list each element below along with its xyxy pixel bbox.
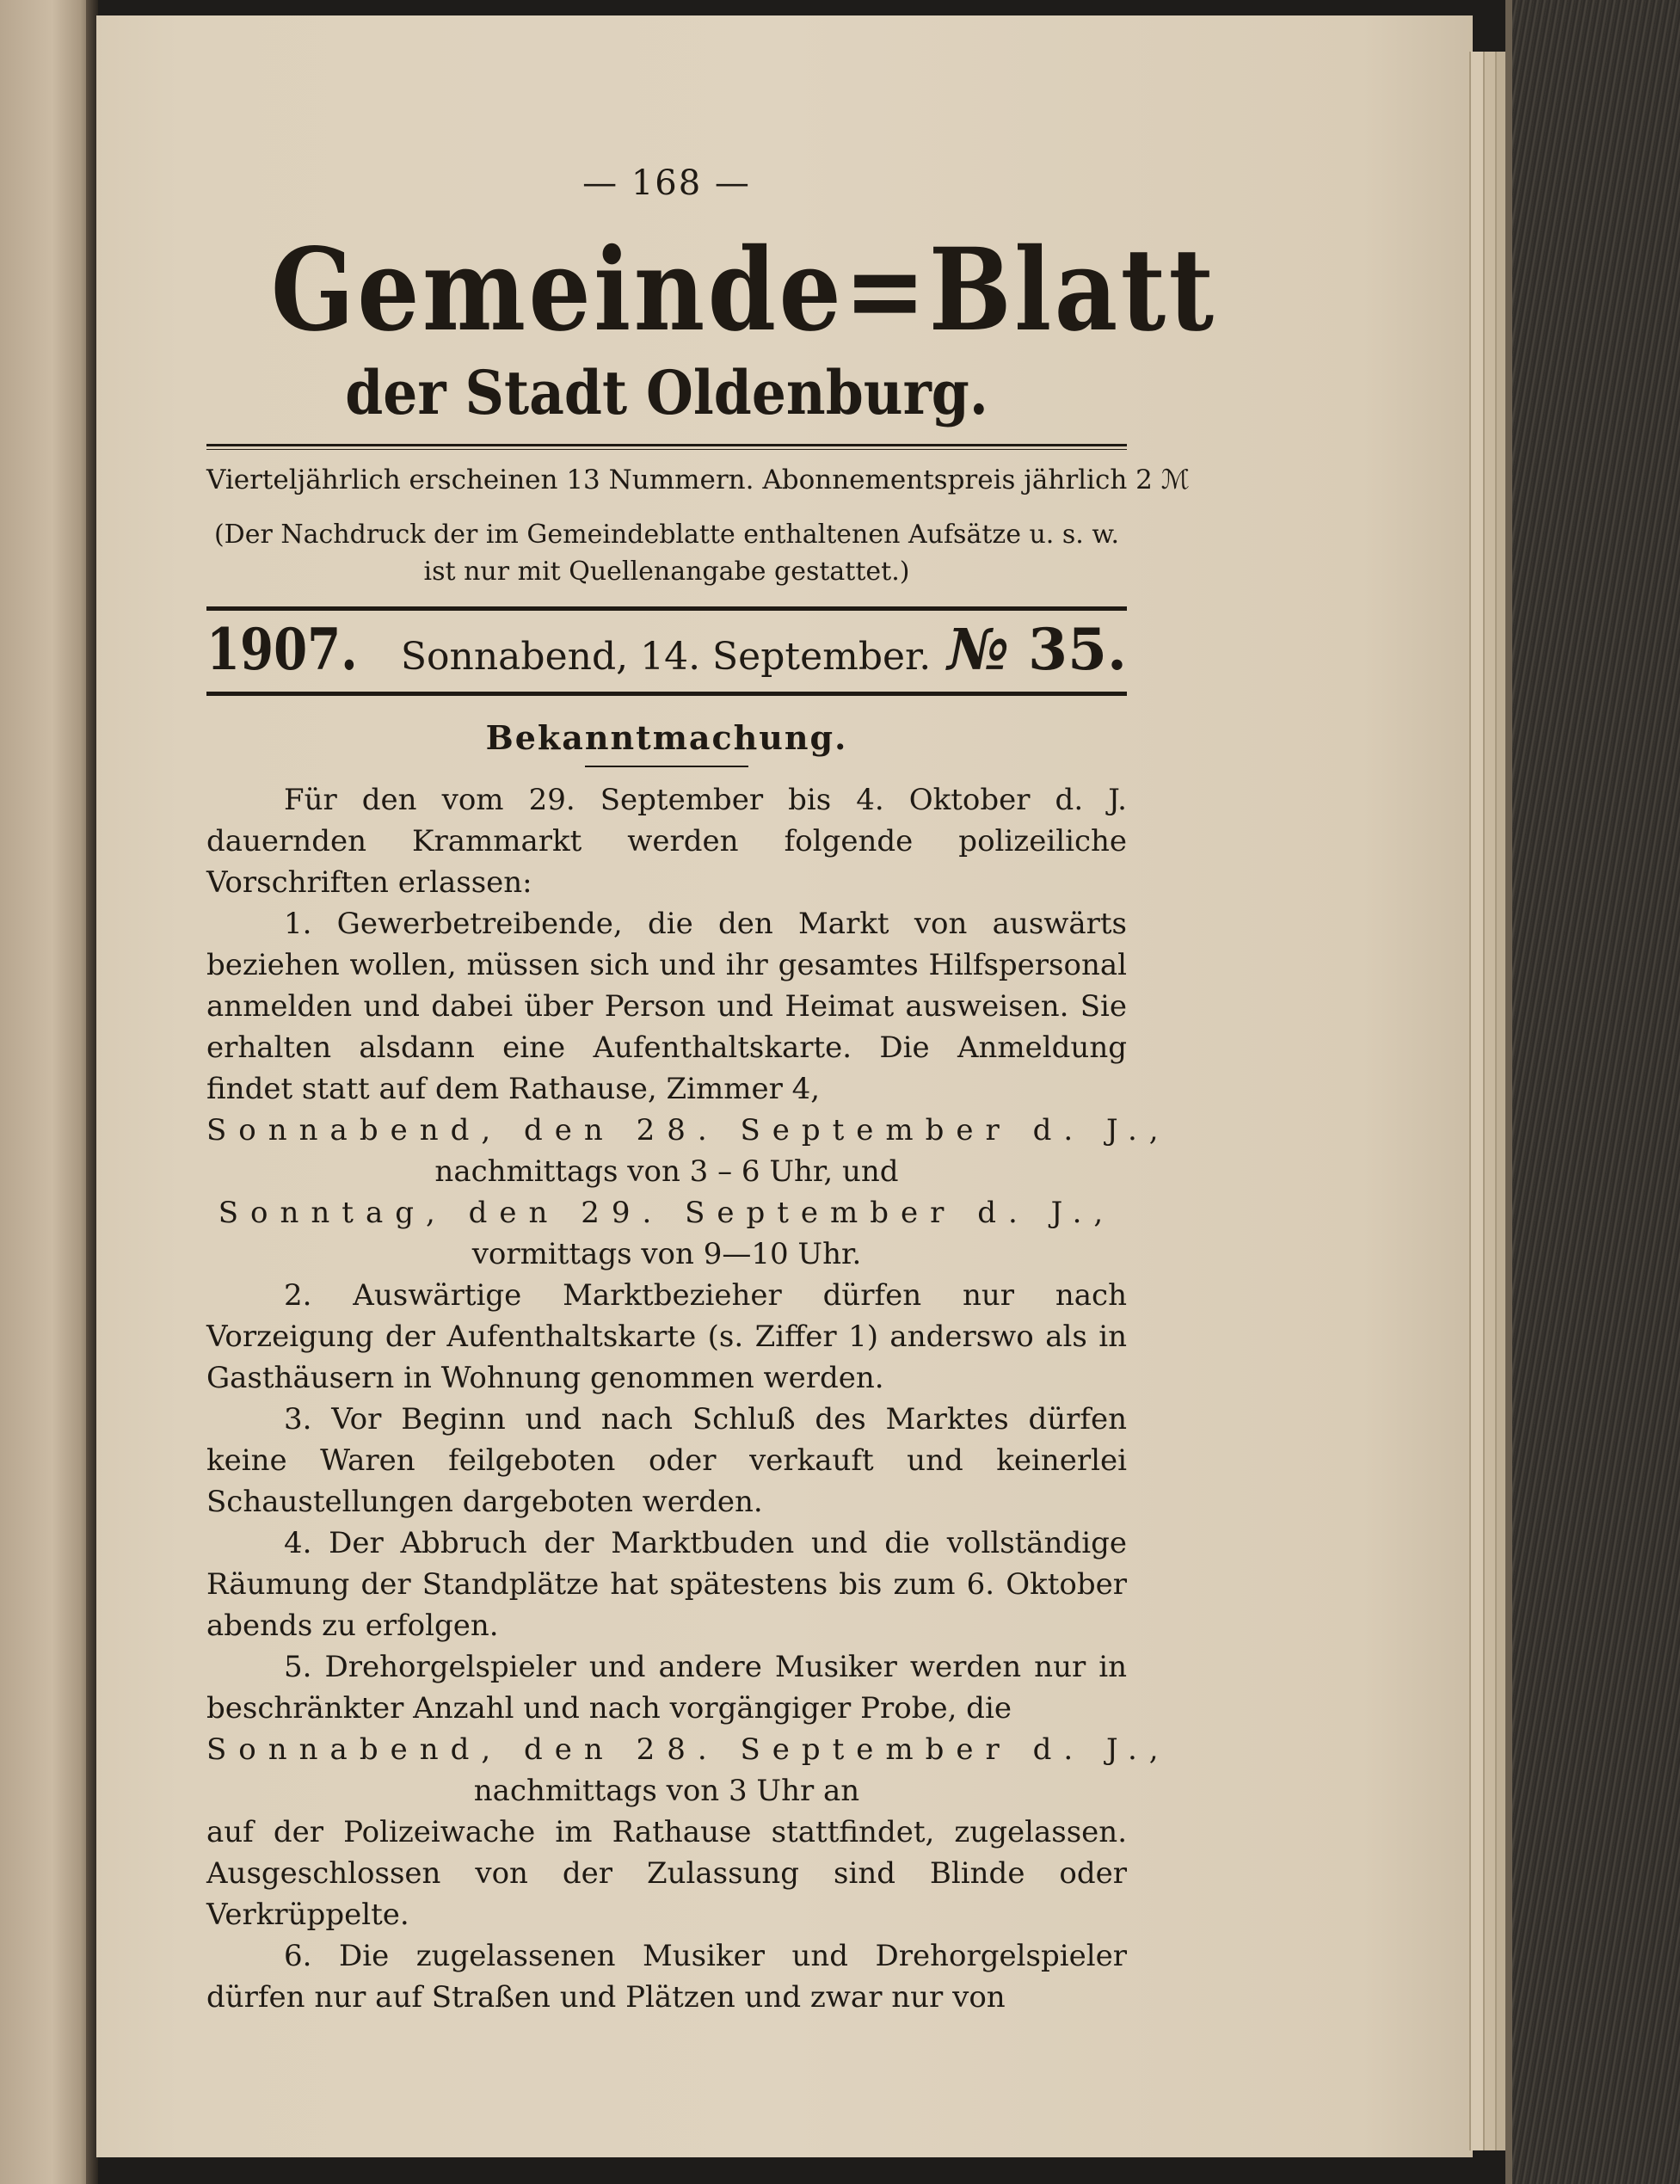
article-paragraph: 5. Drehorgelspieler und andere Musiker werden nur in beschränkter Anzahl und nach vorgängiger Probe, die	[206, 1649, 1127, 1726]
heading-underline	[585, 766, 748, 767]
left-page	[0, 0, 95, 2184]
article-heading: Bekanntmachung.	[485, 717, 848, 757]
reprint-notice-line: ist nur mit Quellenangabe gestattet.)	[423, 557, 910, 587]
masthead-subtitle: der Stadt Oldenburg.	[345, 357, 988, 428]
article-paragraph: 6. Die zugelassenen Musiker und Drehorgelspieler dürfen nur auf Straßen und Plätzen und zwar nur von	[206, 1938, 1127, 2015]
schedule-line: Sonnabend, den 28. September d. J.,	[206, 1112, 1171, 1147]
schedule-line: Sonnabend, den 28. September d. J.,	[206, 1732, 1171, 1767]
article-paragraph: 3. Vor Beginn und nach Schluß des Marktes dürfen keine Waren feilgeboten oder verkauft und keinerlei Schaustellungen dargeboten werden.	[206, 1401, 1127, 1519]
schedule-line: Sonntag, den 29. September d. J.,	[218, 1195, 1116, 1230]
schedule-line: vormittags von 9—10 Uhr.	[471, 1236, 862, 1271]
schedule-line: nachmittags von 3 – 6 Uhr, und	[434, 1154, 899, 1189]
article-paragraph: Für den vom 29. September bis 4. Oktober d. J. dauernden Krammarkt werden folgende polizeiliche Vorschriften erlassen:	[206, 782, 1127, 900]
dateline	[206, 611, 1127, 692]
issue-date: Sonnabend, 14. September.	[400, 634, 932, 679]
page-content	[206, 155, 1217, 2018]
article-paragraph: auf der Polizeiwache im Rathause stattfindet, zugelassen. Ausgeschlossen von der Zulassung sind Blinde oder Verkrüppelte.	[206, 1814, 1127, 1932]
masthead-title: Gemeinde=Blatt	[270, 224, 1217, 357]
reprint-notice-line: (Der Nachdruck der im Gemeindeblatte enthaltenen Aufsätze u. s. w.	[213, 519, 1120, 550]
issue-number-value: 35.	[1028, 615, 1127, 683]
page-number: — 168 —	[582, 163, 751, 203]
schedule-line: nachmittags von 3 Uhr an	[473, 1773, 860, 1808]
subscription-info: Vierteljährlich erscheinen 13 Nummern. Abonnementspreis jährlich 2 ℳ	[206, 464, 1190, 495]
reprint-notice	[206, 516, 1127, 591]
article-paragraph: 4. Der Abbruch der Marktbuden und die vollständige Räumung der Standplätze hat spätestens bis zum 6. Oktober abends zu erfolgen.	[206, 1525, 1127, 1643]
article-paragraph: 2. Auswärtige Marktbezieher dürfen nur nach Vorzeigung der Aufenthaltskarte (s. Ziffer 1) anderswo als in Gasthäusern in Wohnung genommen werden.	[206, 1277, 1127, 1395]
issue-year: 1907.	[206, 615, 358, 683]
divider	[206, 692, 1127, 696]
book-cover-edge	[1505, 0, 1512, 2184]
divider	[206, 444, 1127, 450]
book-cover	[1505, 0, 1680, 2184]
article-paragraph: 1. Gewerbetreibende, die den Markt von auswärts beziehen wollen, müssen sich und ihr gesamtes Hilfspersonal anmelden und dabei über Person und Heimat ausweisen. Sie erhalten alsdann eine Aufenthaltskarte. Die Anmeldung findet statt auf dem Rathause, Zimmer 4,	[206, 906, 1127, 1106]
article-body	[206, 779, 1171, 2018]
issue-number	[947, 616, 1127, 683]
numero-sign: №	[947, 615, 1010, 683]
